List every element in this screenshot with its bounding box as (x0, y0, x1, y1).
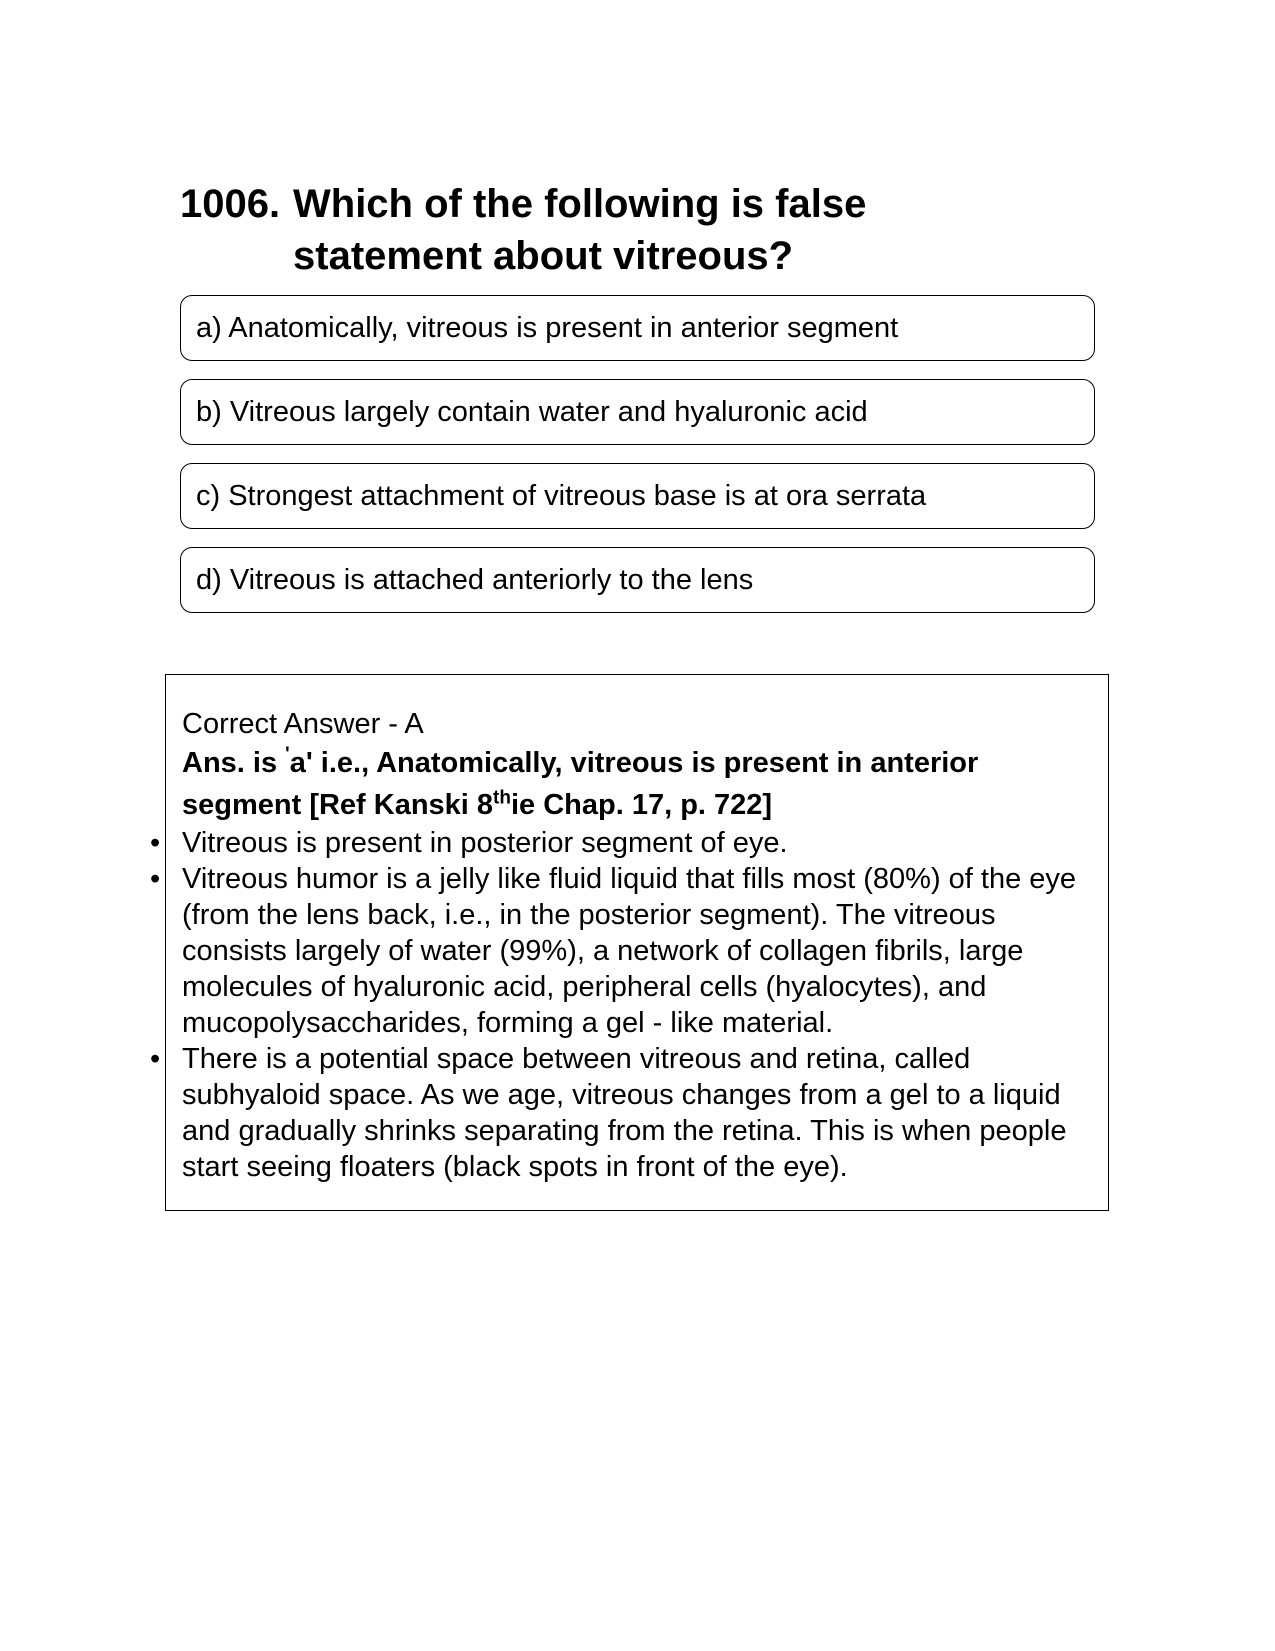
answer-explanation-box (150, 674, 1109, 1211)
explanation-point-2: Vitreous humor is a jelly like fluid liquid that fills most (80%) of the eye (from the lens back, i.e., in the posterior segment). The vitreous consists largely of water (99%), a network of collagen fibrils, large molecules of hyaluronic acid, peripheral cells (hyalocytes), and mucopolysaccharides, forming a gel - like material. (182, 863, 1077, 1039)
bullet-icon: • (150, 827, 161, 859)
question-number: 1006. (180, 182, 281, 226)
option-c[interactable]: c) Strongest attachment of vitreous base is at ora serrata (180, 463, 1095, 529)
answer-content (150, 705, 1097, 1185)
answer-title-part-1: Ans. is (182, 747, 286, 779)
answer-title-part-3: ie Chap. 17, p. 722] (510, 789, 773, 821)
answer-title-tick: ' (285, 744, 290, 765)
bullet-icon: • (150, 863, 161, 895)
correct-answer-label: Correct Answer - A (182, 708, 424, 740)
list-item (150, 1041, 1097, 1185)
explanation-point-3: There is a potential space between vitreous and retina, called subhyaloid space. As we age, vitreous changes from a gel to a liquid and gradually shrinks separating from the retina. This is when people start seeing floaters (black spots in front of the eye). (182, 1043, 1067, 1183)
question-text-line-1: Which of the following is false (293, 182, 867, 226)
explanation-list (150, 825, 1097, 1185)
list-item (150, 825, 1097, 861)
option-b[interactable]: b) Vitreous largely contain water and hyaluronic acid (180, 379, 1095, 445)
explanation-point-1: Vitreous is present in posterior segment of eye. (182, 827, 788, 859)
answer-reference-title (182, 744, 1097, 825)
bullet-icon: • (150, 1043, 161, 1075)
question-heading (180, 178, 1060, 282)
answer-title-superscript: th (493, 787, 511, 809)
list-item (150, 861, 1097, 1041)
option-d[interactable]: d) Vitreous is attached anteriorly to the lens (180, 547, 1095, 613)
question-text-line-2: statement about vitreous? (293, 234, 794, 278)
answer-title-part-2: a' i.e., Anatomically, vitreous is present in anterior segment [Ref Kanski 8 (182, 747, 979, 821)
option-a[interactable]: a) Anatomically, vitreous is present in anterior segment (180, 295, 1095, 361)
